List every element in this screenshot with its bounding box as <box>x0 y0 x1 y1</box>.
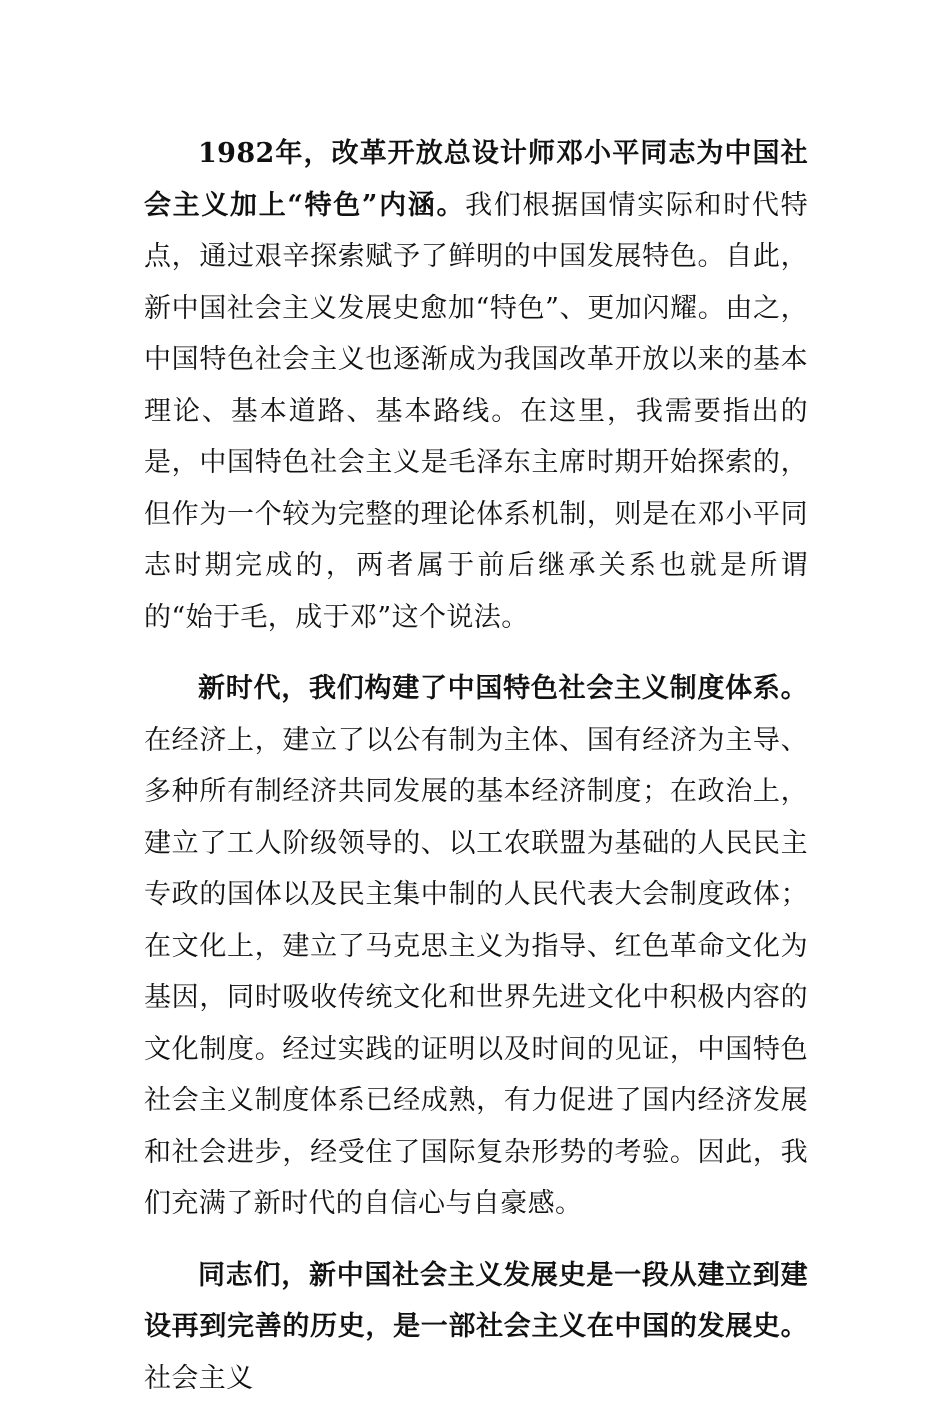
paragraph-1 <box>144 128 808 643</box>
paragraph-3-text: 社会主义 <box>144 1362 254 1394</box>
document-body <box>144 128 808 1424</box>
paragraph-3-lead: 同志们，新中国社会主义发展史是一段从建立到建设再到完善的历史，是一部社会主义在中国的发展史。 <box>144 1259 808 1342</box>
paragraph-2 <box>144 663 808 1230</box>
paragraph-3 <box>144 1250 808 1405</box>
paragraph-1-text: 我们根据国情实际和时代特点，通过艰辛探索赋予了鲜明的中国发展特色。自此，新中国社会主义发展史愈加“特色”、更加闪耀。由之，中国特色社会主义也逐渐成为我国改革开放以来的基本理论、基本道路、基本路线。在这里，我需要指出的是，中国特色社会主义是毛泽东主席时期开始探索的，但作为一个较为完整的理论体系机制，则是在邓小平同志时期完成的，两者属于前后继承关系也就是所谓的“始于毛，成于邓”这个说法。 <box>144 189 808 633</box>
paragraph-1-lead: 1982年，改革开放总设计师邓小平同志为中国社会主义加上“特色”内涵。 <box>144 138 808 221</box>
paragraph-2-lead: 新时代，我们构建了中国特色社会主义制度体系。 <box>198 673 808 704</box>
paragraph-2-text: 在经济上，建立了以公有制为主体、国有经济为主导、多种所有制经济共同发展的基本经济制度；在政治上，建立了工人阶级领导的、以工农联盟为基础的人民民主专政的国体以及民主集中制的人民代表大会制度政体；在文化上，建立了马克思主义为指导、红色革命文化为基因，同时吸收传统文化和世界先进文化中积极内容的文化制度。经过实践的证明以及时间的见证，中国特色社会主义制度体系已经成熟，有力促进了国内经济发展和社会进步，经受住了国际复杂形势的考验。因此，我们充满了新时代的自信心与自豪感。 <box>144 724 808 1219</box>
